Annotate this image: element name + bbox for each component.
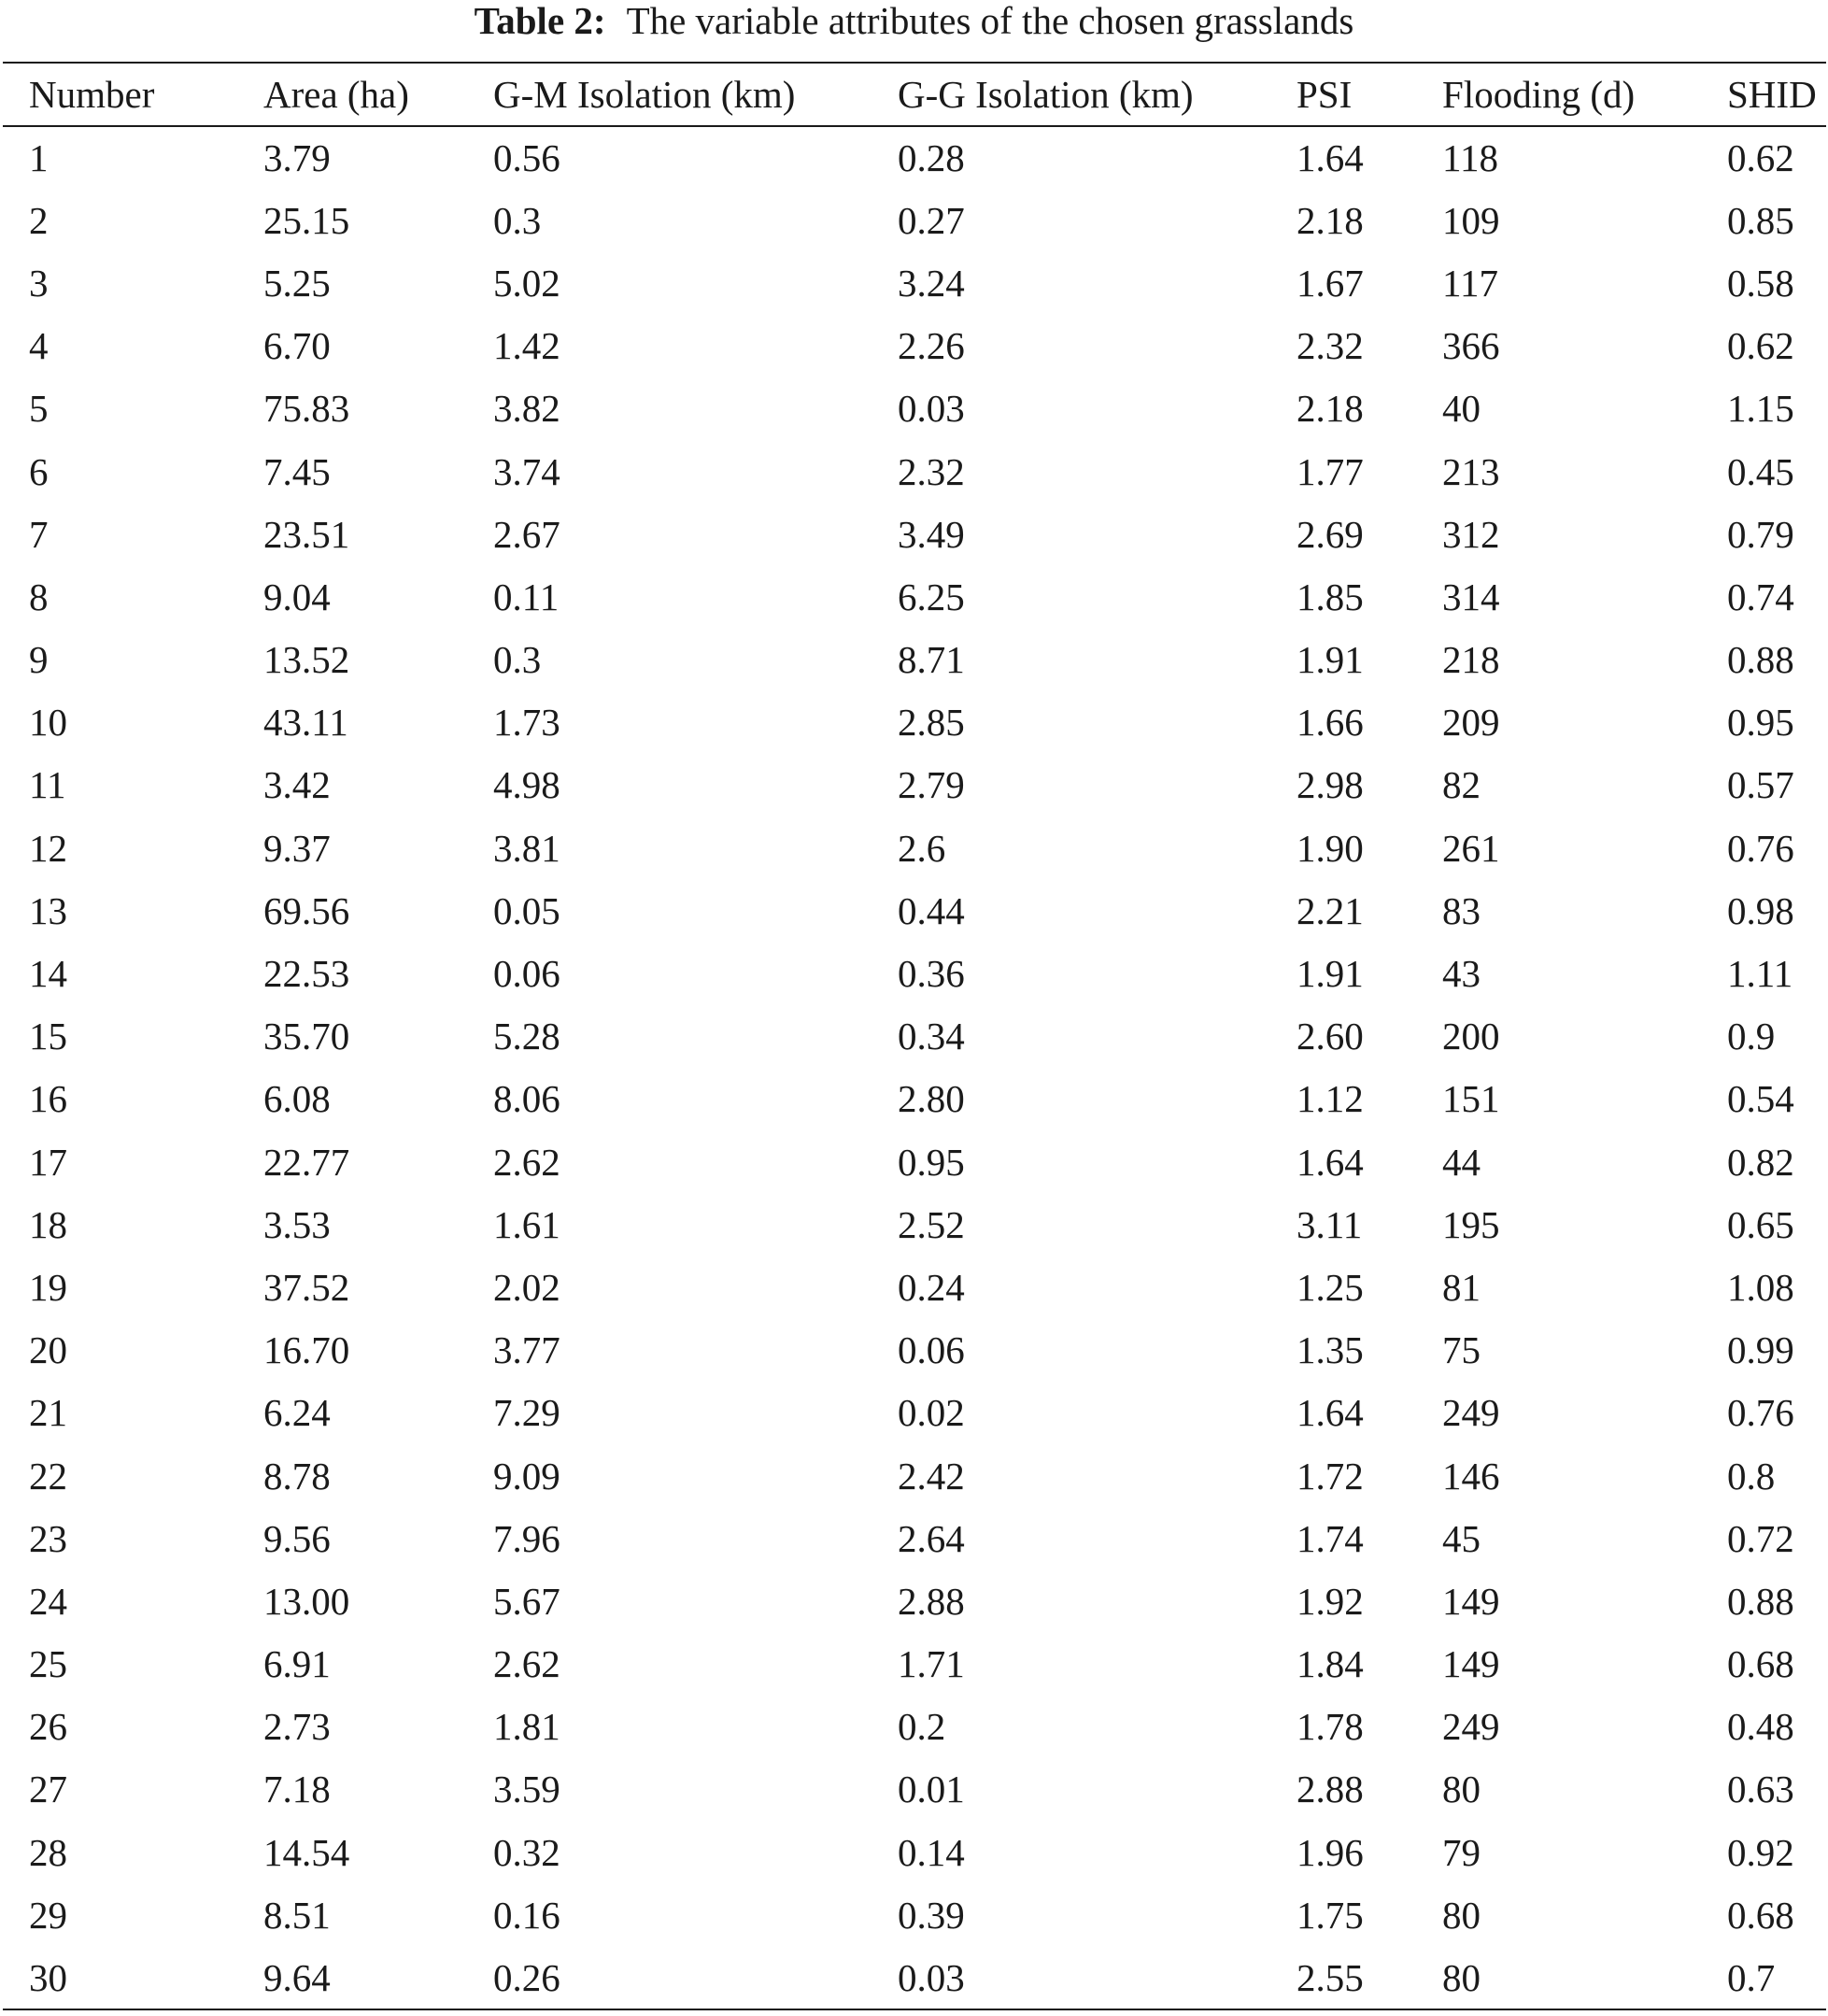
cell-gm-isolation: 7.29 [493,1391,560,1435]
cell-gm-isolation: 0.56 [493,136,560,180]
cell-area: 6.08 [263,1077,331,1121]
cell-gg-isolation: 2.85 [898,701,965,745]
cell-gg-isolation: 0.2 [898,1705,946,1749]
cell-gm-isolation: 0.3 [493,198,542,242]
cell-flooding: 314 [1442,575,1500,618]
cell-number: 26 [29,1705,67,1749]
cell-flooding: 195 [1442,1202,1500,1246]
cell-number: 30 [3,1946,237,2009]
cell-psi: 1.77 [1297,449,1364,493]
cell-number: 29 [29,1893,67,1937]
cell-shid: 0.72 [1727,1516,1794,1560]
table-row [3,1130,1826,1193]
cell-shid: 0.62 [1727,136,1794,180]
cell-psi: 1.64 [1297,1391,1364,1435]
cell-psi: 1.75 [1297,1893,1364,1937]
cell-number: 24 [29,1579,67,1623]
cell-psi: 3.11 [1297,1202,1363,1246]
table-row [3,251,1826,314]
cell-flooding: 366 [1442,324,1500,368]
cell-gg-isolation: 0.02 [898,1391,965,1435]
cell-shid: 0.48 [1727,1705,1794,1749]
cell-area: 9.37 [263,826,331,870]
cell-gg-isolation: 0.03 [871,1946,1270,2009]
cell-shid: 0.7 [1701,1946,1826,2009]
cell-number: 14 [29,952,67,996]
cell-number: 1 [29,136,49,180]
cell-gg-isolation: 2.80 [898,1077,965,1121]
cell-gm-isolation: 0.11 [493,575,560,618]
cell-flooding: 146 [1442,1454,1500,1498]
table-row [3,754,1826,816]
cell-flooding: 261 [1442,826,1500,870]
cell-psi: 1.84 [1297,1642,1364,1686]
cell-flooding: 40 [1442,387,1481,431]
table-row [3,189,1826,251]
table-row [3,126,1826,189]
cell-shid: 0.92 [1727,1830,1794,1874]
table-caption-text: The variable attributes of the chosen grasslands [626,0,1354,42]
cell-flooding: 213 [1442,449,1500,493]
cell-flooding: 117 [1442,261,1498,305]
cell-area: 7.18 [263,1768,331,1811]
cell-shid: 0.99 [1727,1328,1794,1372]
cell-area: 5.25 [263,261,331,305]
cell-psi: 1.12 [1297,1077,1364,1121]
cell-flooding: 151 [1442,1077,1500,1121]
cell-gg-isolation: 0.28 [898,136,965,180]
table-header [3,63,1826,126]
cell-number: 8 [29,575,49,618]
cell-shid: 0.62 [1727,324,1794,368]
cell-area: 6.70 [263,324,331,368]
cell-shid: 1.15 [1727,387,1794,431]
table-caption [0,0,1828,52]
cell-psi: 2.18 [1297,198,1364,242]
cell-flooding: 75 [1442,1328,1481,1372]
cell-gg-isolation: 8.71 [898,638,965,682]
cell-area: 14.54 [263,1830,350,1874]
table-row [3,1758,1826,1821]
cell-number: 2 [29,198,49,242]
cell-area: 37.52 [263,1265,350,1309]
cell-flooding: 209 [1442,701,1500,745]
cell-shid: 0.68 [1727,1642,1794,1686]
cell-number: 6 [29,449,49,493]
table-row [3,565,1826,628]
cell-gg-isolation: 3.24 [898,261,965,305]
cell-gg-isolation: 0.01 [898,1768,965,1811]
cell-flooding: 81 [1442,1265,1481,1309]
cell-psi: 1.74 [1297,1516,1364,1560]
cell-area: 23.51 [263,512,350,556]
cell-shid: 0.98 [1727,888,1794,932]
table-row [3,629,1826,691]
cell-flooding: 80 [1442,1893,1481,1937]
cell-area: 16.70 [263,1328,350,1372]
cell-gm-isolation: 0.32 [493,1830,560,1874]
cell-area: 6.91 [263,1642,331,1686]
cell-gg-isolation: 2.52 [898,1202,965,1246]
table-row [3,1883,1826,1946]
cell-gm-isolation: 8.06 [493,1077,560,1121]
table-row [3,879,1826,942]
cell-area: 69.56 [263,888,350,932]
cell-number: 11 [29,763,66,807]
column-header-area: Area (ha) [237,63,467,126]
cell-shid: 0.57 [1727,763,1794,807]
cell-gg-isolation: 0.27 [898,198,965,242]
cell-number: 5 [29,387,49,431]
cell-flooding: 200 [1442,1015,1500,1058]
cell-number: 13 [29,888,67,932]
cell-psi: 2.98 [1297,763,1364,807]
cell-psi: 1.72 [1297,1454,1364,1498]
cell-area: 25.15 [263,198,350,242]
cell-gg-isolation: 0.39 [898,1893,965,1937]
cell-psi: 1.91 [1297,952,1364,996]
cell-area: 35.70 [263,1015,350,1058]
cell-psi: 1.35 [1297,1328,1364,1372]
cell-shid: 0.54 [1727,1077,1794,1121]
cell-flooding: 249 [1442,1391,1500,1435]
cell-shid: 0.88 [1727,638,1794,682]
cell-area: 22.53 [263,952,350,996]
cell-area: 2.73 [263,1705,331,1749]
cell-shid: 0.74 [1727,575,1794,618]
table-row [3,1821,1826,1883]
cell-gm-isolation: 0.06 [493,952,560,996]
cell-gg-isolation: 0.95 [898,1140,965,1184]
cell-psi: 1.64 [1297,1140,1364,1184]
table-row [3,1005,1826,1068]
cell-psi: 2.69 [1297,512,1364,556]
cell-gg-isolation: 2.26 [898,324,965,368]
cell-area: 8.78 [263,1454,331,1498]
cell-gm-isolation: 3.74 [493,449,560,493]
cell-gg-isolation: 2.79 [898,763,965,807]
cell-gm-isolation: 3.59 [493,1768,560,1811]
cell-number: 28 [29,1830,67,1874]
cell-shid: 0.95 [1727,701,1794,745]
cell-psi: 1.64 [1297,136,1364,180]
cell-shid: 0.76 [1727,1391,1794,1435]
cell-gm-isolation: 3.82 [493,387,560,431]
cell-number: 7 [29,512,49,556]
column-header-shid: SHID [1701,63,1826,126]
cell-flooding: 149 [1442,1642,1500,1686]
cell-flooding: 43 [1442,952,1481,996]
cell-shid: 1.08 [1727,1265,1794,1309]
cell-psi: 1.25 [1297,1265,1364,1309]
cell-gm-isolation: 0.3 [493,638,542,682]
cell-shid: 0.79 [1727,512,1794,556]
cell-number: 9 [29,638,49,682]
cell-gg-isolation: 0.06 [898,1328,965,1372]
table-row [3,1946,1826,2009]
cell-flooding: 149 [1442,1579,1500,1623]
cell-psi: 1.96 [1297,1830,1364,1874]
cell-gg-isolation: 0.36 [898,952,965,996]
table-body [3,126,1826,2009]
cell-area: 13.00 [263,1579,350,1623]
data-table [3,62,1826,2010]
cell-gm-isolation: 3.81 [493,826,560,870]
cell-flooding: 80 [1416,1946,1701,2009]
cell-gg-isolation: 0.24 [898,1265,965,1309]
cell-number: 4 [29,324,49,368]
cell-gg-isolation: 0.14 [898,1830,965,1874]
cell-shid: 0.63 [1727,1768,1794,1811]
cell-psi: 2.55 [1270,1946,1416,2009]
column-header-gg-isolation: G-G Isolation (km) [871,63,1270,126]
cell-number: 10 [29,701,67,745]
cell-psi: 2.88 [1297,1768,1364,1811]
table-row [3,1382,1826,1444]
cell-flooding: 218 [1442,638,1500,682]
table-row [3,1569,1826,1632]
cell-gm-isolation: 2.62 [493,1140,560,1184]
table-row [3,691,1826,754]
cell-number: 16 [29,1077,67,1121]
cell-gm-isolation: 5.02 [493,261,560,305]
table-caption-label: Table 2: [474,0,606,42]
cell-number: 17 [29,1140,67,1184]
cell-shid: 0.68 [1727,1893,1794,1937]
cell-flooding: 45 [1442,1516,1481,1560]
table-row [3,1319,1826,1382]
cell-psi: 2.21 [1297,888,1364,932]
cell-flooding: 109 [1442,198,1500,242]
table-row [3,942,1826,1004]
table-row [3,315,1826,377]
table-row [3,377,1826,440]
cell-number: 25 [29,1642,67,1686]
table-row [3,1633,1826,1696]
cell-psi: 1.92 [1297,1579,1364,1623]
cell-number: 23 [29,1516,67,1560]
cell-area: 75.83 [263,387,350,431]
cell-number: 12 [29,826,67,870]
cell-psi: 2.60 [1297,1015,1364,1058]
cell-gm-isolation: 5.67 [493,1579,560,1623]
cell-gm-isolation: 1.73 [493,701,560,745]
cell-gm-isolation: 9.09 [493,1454,560,1498]
table-row [3,1444,1826,1507]
cell-area: 7.45 [263,449,331,493]
cell-number: 3 [29,261,49,305]
cell-gg-isolation: 2.88 [898,1579,965,1623]
cell-area: 9.56 [263,1516,331,1560]
cell-shid: 0.58 [1727,261,1794,305]
cell-gm-isolation: 2.02 [493,1265,560,1309]
cell-gm-isolation: 4.98 [493,763,560,807]
cell-shid: 0.9 [1727,1015,1776,1058]
cell-psi: 1.90 [1297,826,1364,870]
cell-gg-isolation: 6.25 [898,575,965,618]
cell-number: 27 [29,1768,67,1811]
cell-gm-isolation: 3.77 [493,1328,560,1372]
table-row [3,1696,1826,1758]
cell-area: 3.42 [263,763,331,807]
cell-number: 18 [29,1202,67,1246]
table-row [3,1068,1826,1130]
cell-gm-isolation: 1.42 [493,324,560,368]
cell-psi: 1.67 [1297,261,1364,305]
column-header-psi: PSI [1270,63,1416,126]
cell-gm-isolation: 2.67 [493,512,560,556]
cell-shid: 0.76 [1727,826,1794,870]
table-row [3,816,1826,879]
table-row [3,1193,1826,1256]
cell-flooding: 83 [1442,888,1481,932]
cell-psi: 2.32 [1297,324,1364,368]
cell-gg-isolation: 0.03 [898,387,965,431]
cell-gm-isolation: 2.62 [493,1642,560,1686]
table-header-row [3,63,1826,126]
cell-number: 21 [29,1391,67,1435]
cell-number: 22 [29,1454,67,1498]
cell-shid: 0.8 [1727,1454,1776,1498]
cell-area: 3.79 [263,136,331,180]
cell-number: 19 [29,1265,67,1309]
cell-area: 8.51 [263,1893,331,1937]
cell-number: 15 [29,1015,67,1058]
cell-shid: 1.11 [1727,952,1793,996]
cell-flooding: 79 [1442,1830,1481,1874]
cell-flooding: 82 [1442,763,1481,807]
cell-flooding: 44 [1442,1140,1481,1184]
cell-psi: 2.18 [1297,387,1364,431]
cell-gm-isolation: 0.05 [493,888,560,932]
cell-area: 3.53 [263,1202,331,1246]
cell-flooding: 249 [1442,1705,1500,1749]
cell-psi: 1.85 [1297,575,1364,618]
cell-gm-isolation: 0.26 [467,1946,871,2009]
column-header-number: Number [3,63,237,126]
cell-psi: 1.66 [1297,701,1364,745]
cell-flooding: 118 [1442,136,1498,180]
cell-shid: 0.65 [1727,1202,1794,1246]
cell-psi: 1.91 [1297,638,1364,682]
cell-shid: 0.88 [1727,1579,1794,1623]
cell-gm-isolation: 5.28 [493,1015,560,1058]
cell-flooding: 312 [1442,512,1500,556]
cell-psi: 1.78 [1297,1705,1364,1749]
cell-gg-isolation: 0.44 [898,888,965,932]
cell-gg-isolation: 2.6 [898,826,946,870]
cell-gm-isolation: 0.16 [493,1893,560,1937]
cell-gg-isolation: 2.32 [898,449,965,493]
cell-gg-isolation: 1.71 [898,1642,965,1686]
cell-shid: 0.85 [1727,198,1794,242]
cell-gm-isolation: 7.96 [493,1516,560,1560]
cell-gm-isolation: 1.61 [493,1202,560,1246]
cell-area: 13.52 [263,638,350,682]
cell-gg-isolation: 3.49 [898,512,965,556]
table-row [3,1507,1826,1569]
column-header-gm-isolation: G-M Isolation (km) [467,63,871,126]
cell-gg-isolation: 2.64 [898,1516,965,1560]
cell-area: 22.77 [263,1140,350,1184]
cell-area: 9.64 [237,1946,467,2009]
cell-number: 20 [29,1328,67,1372]
cell-gm-isolation: 1.81 [493,1705,560,1749]
cell-shid: 0.82 [1727,1140,1794,1184]
cell-area: 6.24 [263,1391,331,1435]
cell-gg-isolation: 2.42 [898,1454,965,1498]
table-row [3,503,1826,565]
table-row [3,1256,1826,1318]
cell-area: 43.11 [263,701,348,745]
table-row [3,440,1826,503]
cell-flooding: 80 [1442,1768,1481,1811]
cell-area: 9.04 [263,575,331,618]
cell-gg-isolation: 0.34 [898,1015,965,1058]
column-header-flooding: Flooding (d) [1416,63,1701,126]
cell-shid: 0.45 [1727,449,1794,493]
